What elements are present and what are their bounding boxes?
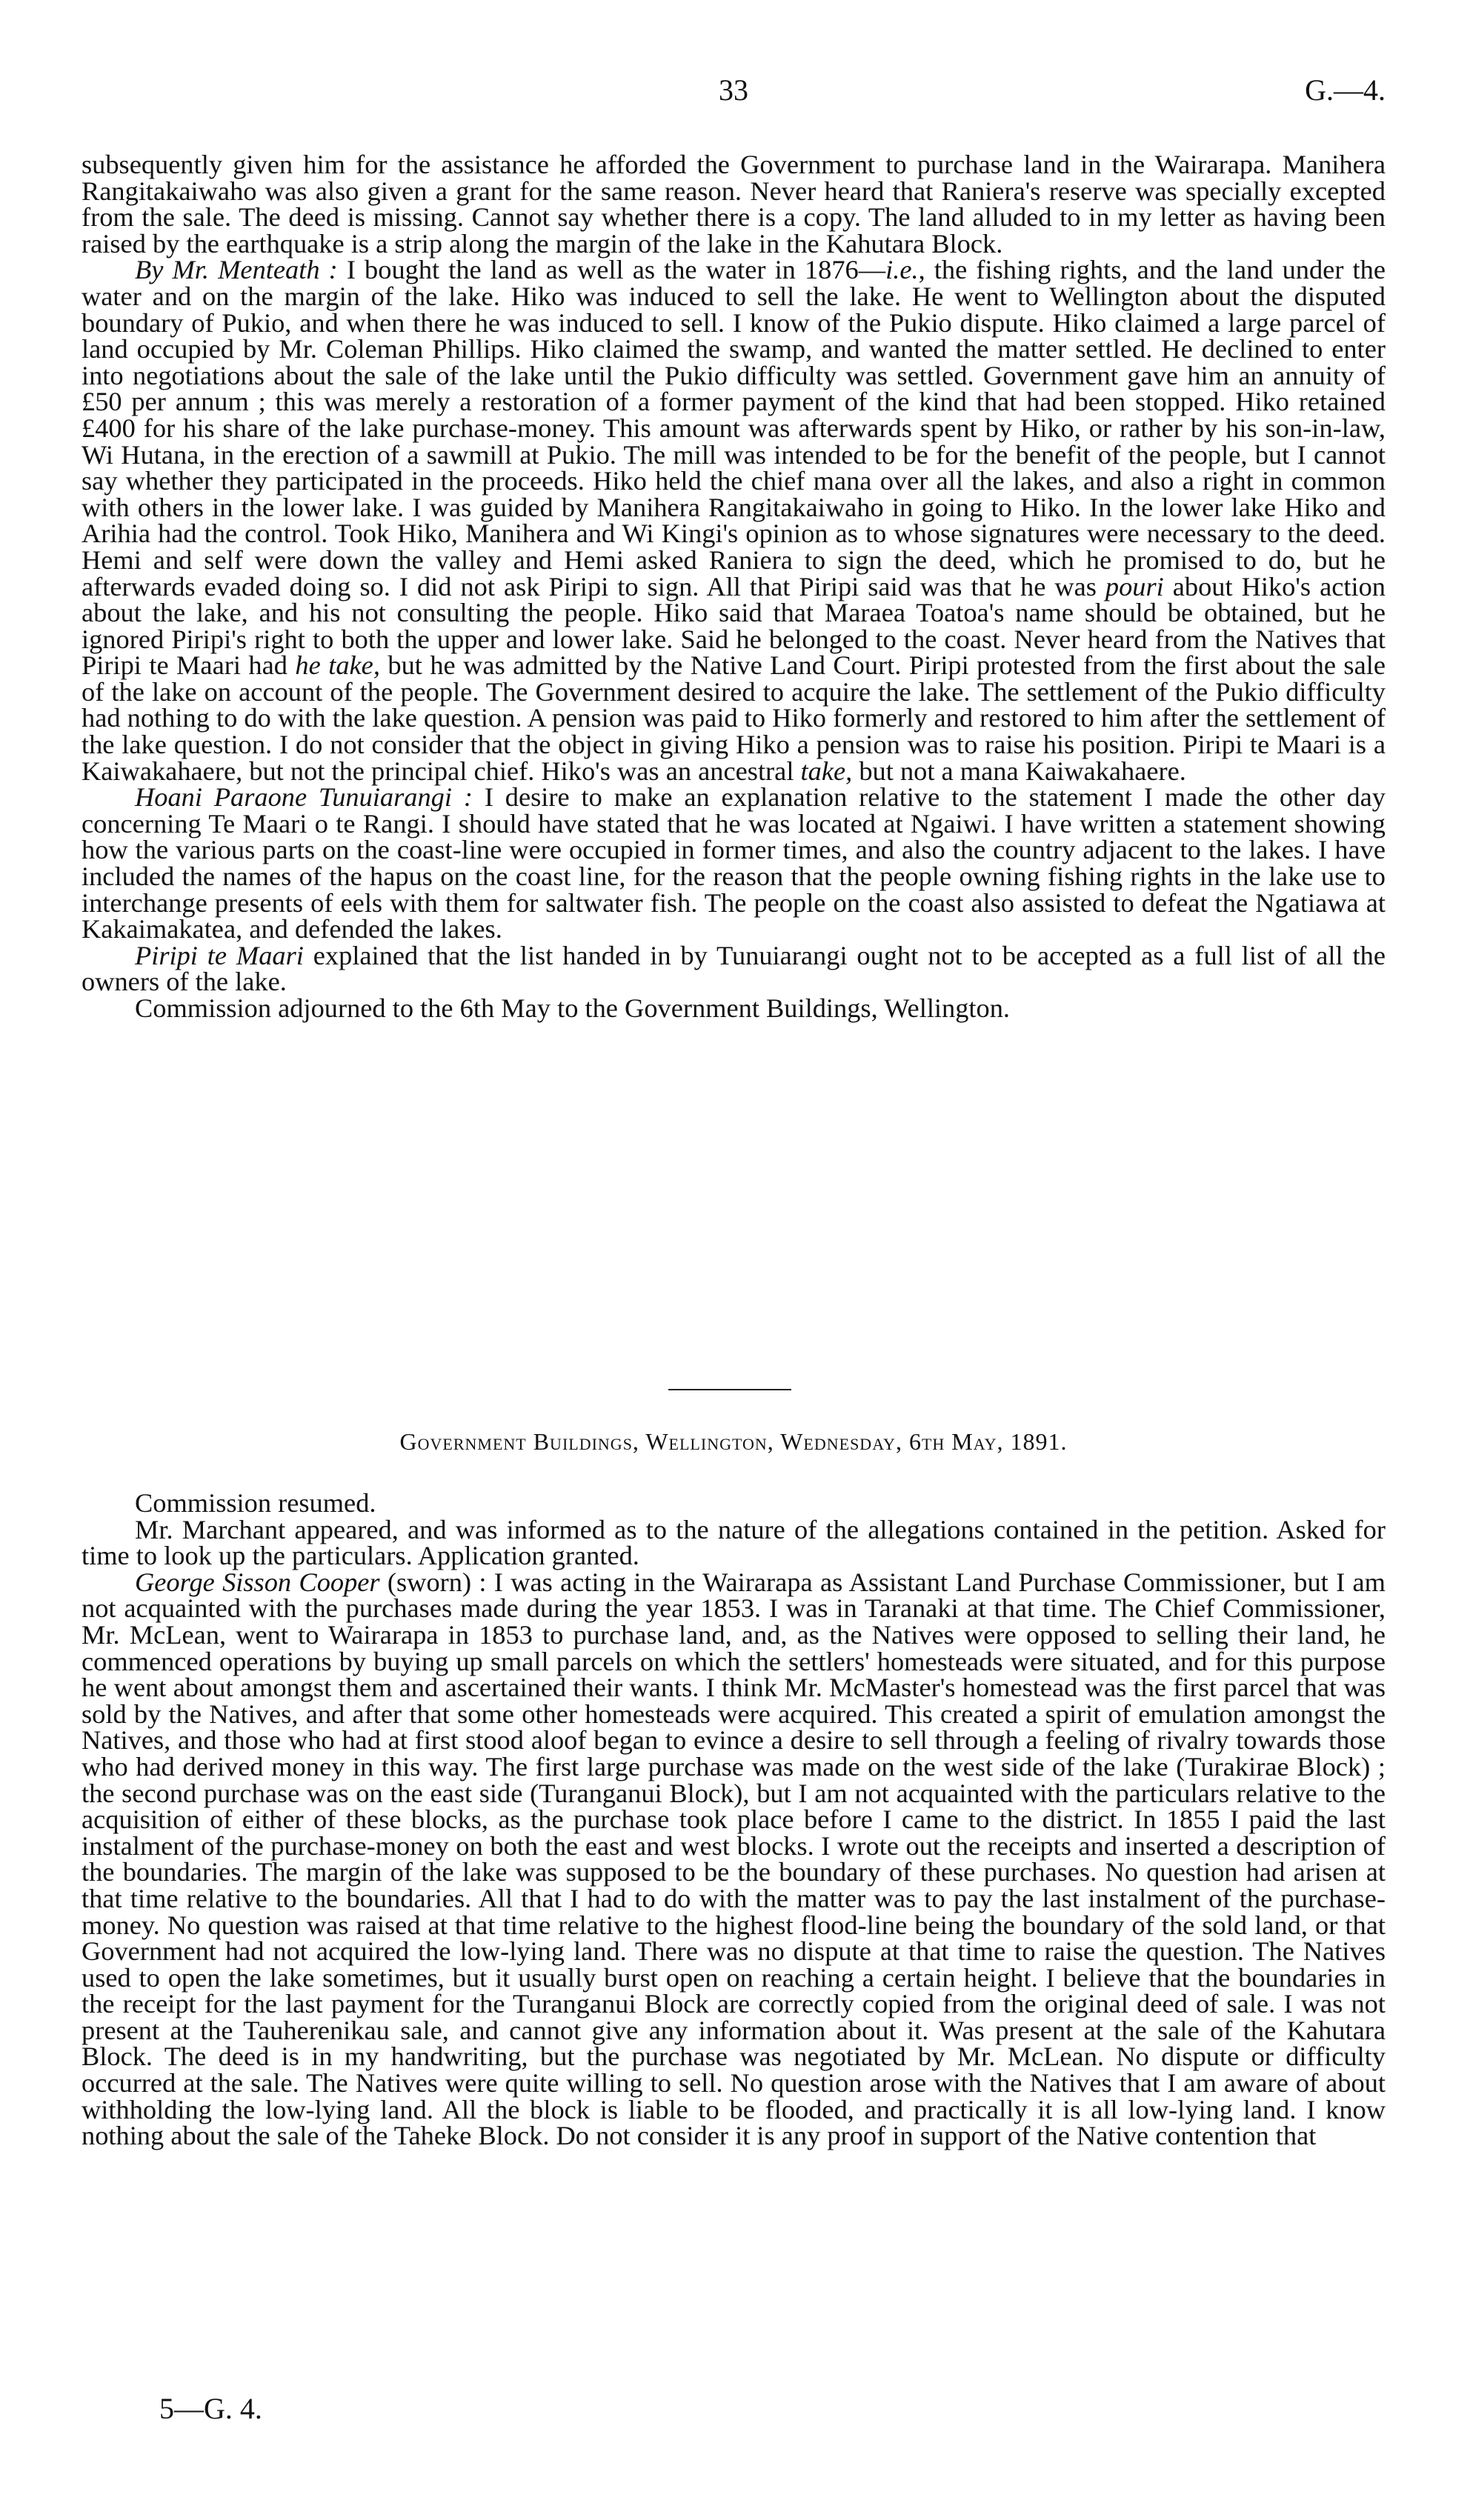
paragraph-marchant: Mr. Marchant appeared, and was informed as to the nature of the allegations contained in the petition. Asked for time to look up the particulars. Application granted. [82,1514,1386,1571]
speaker-label: George Sisson Cooper [135,1567,380,1597]
section-divider [668,1389,791,1390]
evidence-section-bottom [82,1490,1386,2150]
page-header [82,73,1386,117]
speaker-label: Piripi te Maari [135,940,304,970]
session-heading: Government Buildings, Wellington, Wednesday, 6th May, 1891. [399,1428,1068,1455]
paragraph-cooper: George Sisson Cooper (sworn) : I was acting in the Wairarapa as Assistant Land Purchase Commissioner, but I am not acquainted with the purchases made during the year 1853. I was in Taranaki at that time. The Chief Commissioner, Mr. McLean, went to Wairarapa in 1853 to purchase land, and, as the Natives were opposed to selling their land, he commenced operations by buying up small parcels on which the settlers' homesteads were situated, and for this purpose he went about amongst them and ascertained their wants. I think Mr. McMaster's homestead was the first parcel that was sold by the Natives, and after that some other homesteads were acquired. This created a spirit of emulation amongst the Natives, and those who had at first stood aloof began to evince a desire to sell through a feeling of rivalry towards those who had derived money in this way. The first large purchase was made on the west side of the lake (Turakirae Block) ; the second purchase was on the east side (Turanganui Block), but I am not acquainted with the particulars relative to the acquisition of either of these blocks, as the purchase took place before I came to the district. In 1855 I paid the last instalment of the purchase-money on both the east and west blocks. I wrote out the receipts and inserted a description of the boundaries. The margin of the lake was supposed to be the boundary of these purchases. No question had arisen at that time relative to the boundaries. All that I had to do with the matter was to pay the last instalment of the purchase-money. No question was raised at that time relative to the highest flood-line being the boundary of the sold land, or that Government had not acquired the low-lying land. There was no dispute at that time to raise the question. The Natives used to open the lake sometimes, but it usually burst open on reaching a certain height. I believe that the boundaries in the receipt for the last payment for the Turanganui Block are correctly copied from the original deed of sale. I was not present at the Tauherenikau sale, and cannot give any information about it. Was present at the sale of the Kahutara Block. The deed is in my handwriting, but the purchase was negotiated by Mr. McLean. No dispute or difficulty occurred at the sale. The Natives were quite willing to sell. No question arose with the Natives that I am aware of about withholding the low-lying land. All the block is liable to be flooded, and practically it is all low-lying land. I know nothing about the sale of the Taheke Block. Do not consider it is any proof in support of the Native contention that [82,1567,1386,2151]
paragraph-continuation: subsequently given him for the assistance he afforded the Government to purchase land in the Wairarapa. Manihera Rangitakaiwaho was also given a grant for the same reason. Never heard that Raniera's reserve was specially excepted from the sale. The deed is missing. Cannot say whether there is a copy. The land alluded to in my letter as having been raised by the earthquake is a strip along the margin of the lake in the Kahutara Block. [82,150,1386,259]
paragraph-tunuiarangi: Hoani Paraone Tunuiarangi : I desire to make an explanation relative to the statement I made the other day concerning Te Maari o te Rangi. I should have stated that he was located at Ngaiwi. I have written a statement showing how the various parts on the coast-line were occupied in former times, and also the country adjacent to the lakes. I have included the names of the hapus on the coast line, for the reason that the people owning fishing rights in the lake use to interchange presents of eels with them for saltwater fish. The people on the coast also assisted to defeat the Ngatiawa at Kakaimakatea, and defended the lakes. [82,782,1386,944]
speaker-label: Hoani Paraone Tunuiarangi : [135,782,473,813]
paragraph-resumed: Commission resumed. [135,1488,376,1518]
page-number: 33 [719,73,748,107]
speaker-label: By Mr. Menteath : [135,255,338,285]
paragraph-piripi: Piripi te Maari explained that the list handed in by Tunuiarangi ought not to be accepted as a full list of all the owners of the lake. [82,940,1386,997]
evidence-section-top [82,152,1386,1022]
paper-reference: G.—4. [1305,73,1386,107]
signature-mark: 5—G. 4. [159,2392,262,2425]
paragraph-adjourned: Commission adjourned to the 6th May to the Government Buildings, Wellington. [135,993,1011,1023]
paragraph-menteath: By Mr. Menteath : I bought the land as well as the water in 1876—i.e., the fishing rights, and the land under the water and on the margin of the lake. Hiko was induced to sell the lake. He went to Wellington about the disputed boundary of Pukio, and when there he was induced to sell. I know of the Pukio dispute. Hiko claimed a large parcel of land occupied by Mr. Coleman Phillips. Hiko claimed the swamp, and wanted the matter settled. He declined to enter into negotiations about the sale of the lake until the Pukio difficulty was settled. Government gave him an annuity of £50 per annum ; this was merely a restoration of a former payment of the kind that had been stopped. Hiko retained £400 for his share of the lake purchase-money. This amount was afterwards spent by Hiko, or rather by his son-in-law, Wi Hutana, in the erection of a sawmill at Pukio. The mill was intended to be for the benefit of the people, but I cannot say whether they participated in the proceeds. Hiko held the chief mana over all the lakes, and also a right in common with others in the lower lake. I was guided by Manihera Rangitakaiwaho in going to Hiko. In the lower lake Hiko and Arihia had the control. Took Hiko, Manihera and Wi Kingi's opinion as to whose signatures were necessary to the deed. Hemi and self were down the valley and Hemi asked Raniera to sign the deed, which he promised to do, but he afterwards evaded doing so. I did not ask Piripi to sign. All that Piripi said was that he was pouri about Hiko's action about the lake, and his not consulting the people. Hiko said that Maraea Toatoa's name should be obtained, but he ignored Piripi's right to both the upper and lower lake. Said he belonged to the coast. Never heard from the Natives that Piripi te Maari had he take, but he was admitted by the Native Land Court. Piripi protested from the first about the sale of the lake on account of the people. The Government desired to acquire the lake. The settlement of the Pukio difficulty had nothing to do with the lake question. A pension was paid to Hiko formerly and restored to him after the settlement of the lake question. I do not consider that the object in giving Hiko a pension was to raise his position. Piripi te Maari is a Kaiwakahaere, but not the principal chief. Hiko's was an ancestral take, but not a mana Kaiwakahaere. [82,255,1386,786]
